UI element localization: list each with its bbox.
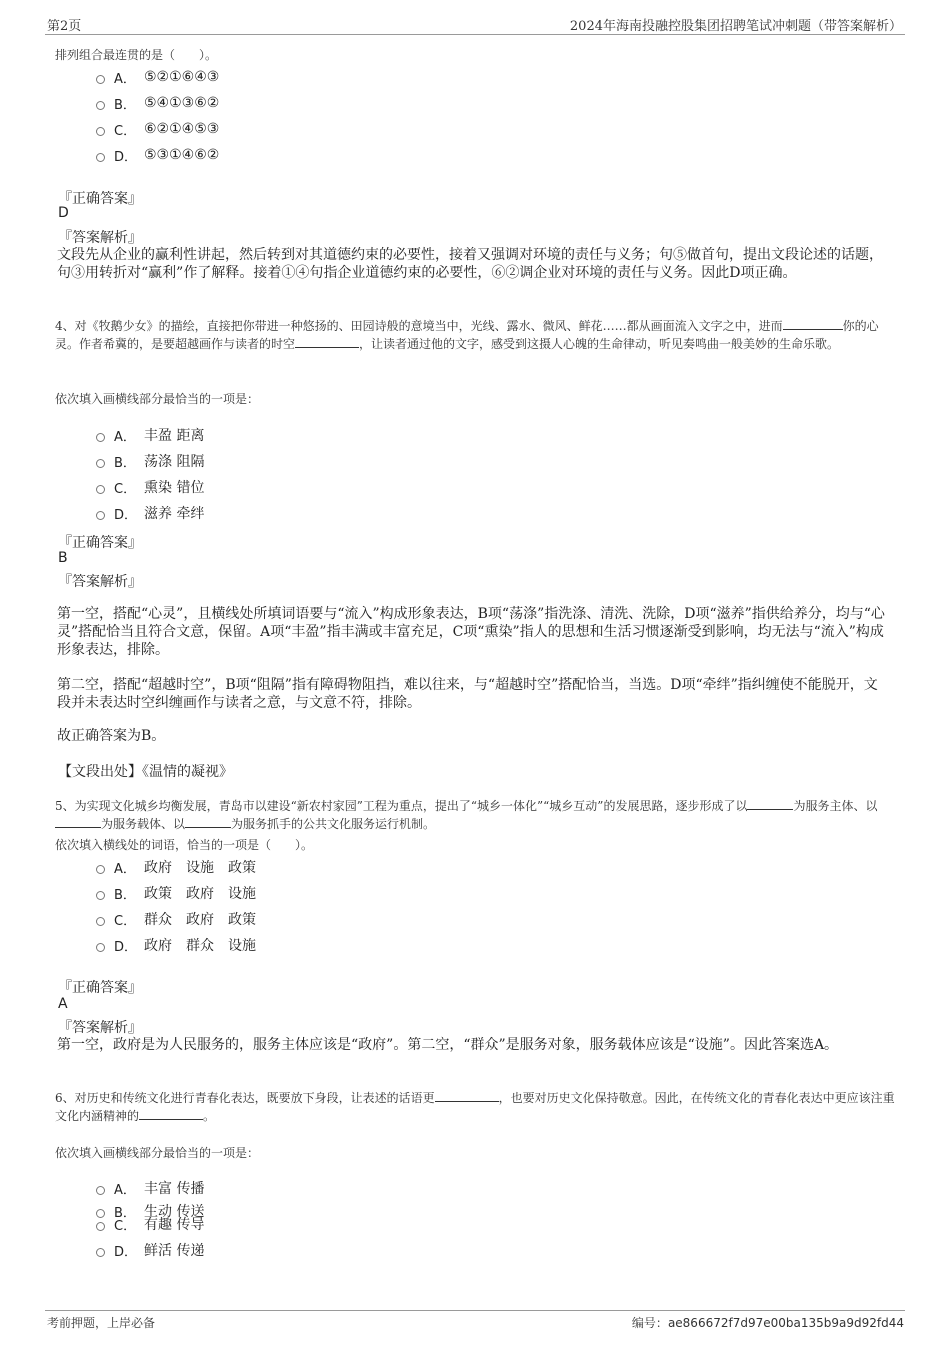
q4-answer: B [58,550,68,566]
option-letter: D． [114,1244,138,1260]
radio-icon[interactable] [96,865,105,874]
q4-analysis-paragraph-3: 故正确答案为B。 [57,728,166,744]
option-letter: A． [114,429,136,445]
q5-instruction: 依次填入横线处的词语，恰当的一项是（ ）。 [55,838,314,852]
q3-analysis-label: 『答案解析』 [58,230,142,246]
q4-stem-part-3: ，让读者通过他的文字，感受到这摄人心魄的生命律动，听见奏鸣曲一般美妙的生命乐歌。 [359,337,840,351]
q3-answer-label: 『正确答案』 [58,191,142,207]
option-text: ⑤④①③⑥② [144,95,220,111]
option-letter: A． [114,861,136,877]
option-text: ⑤③①④⑥② [144,147,220,163]
q4-analysis-label: 『答案解析』 [58,574,142,590]
q4-stem-part-1: 4、对《牧鹅少女》的描绘，直接把你带进一种悠扬的、田园诗般的意境当中，光线、露水、微风、鲜花……都从画面流入文字之中，进而 [55,319,783,333]
option-letter: A． [114,1182,136,1198]
q5-stem [55,797,895,833]
q5-answer-label: 『正确答案』 [58,980,142,996]
q4-option-c[interactable] [96,477,204,497]
option-text: 熏染 错位 [144,480,205,496]
q4-option-b[interactable] [96,451,204,471]
radio-icon[interactable] [96,153,105,162]
option-letter: C． [114,1218,137,1234]
option-letter: C． [114,123,137,139]
q5-option-c[interactable] [96,909,256,929]
radio-icon[interactable] [96,75,105,84]
radio-icon[interactable] [96,101,105,110]
document-title: 2024年海南投融控股集团招聘笔试冲刺题（带答案解析） [569,19,902,34]
fill-blank [185,816,231,828]
radio-icon[interactable] [96,891,105,900]
footer-slogan: 考前押题，上岸必备 [47,1316,156,1330]
q4-stem [55,317,895,353]
option-text: 政府 群众 设施 [144,938,256,954]
q6-option-d[interactable] [96,1240,204,1260]
q4-source: 【文段出处】《温情的凝视》 [58,764,233,780]
q5-answer: A [58,996,68,1012]
radio-icon[interactable] [96,1222,105,1231]
q4-answer-label: 『正确答案』 [58,535,142,551]
q3-option-c[interactable] [96,119,219,139]
fill-blank [55,816,101,828]
option-text: 荡涤 阻隔 [144,454,205,470]
option-letter: D． [114,939,138,955]
q4-analysis-paragraph-1: 第一空，搭配“心灵”，且横线处所填词语要与“流入”构成形象表达，B项“荡涤”指洗涤、清洗、洗除，D项“滋养”指供给养分，均与“心灵”搭配恰当且符合文意，保留。A项“丰盈”指丰满或丰富充足，C项“熏染”指人的思想和生活习惯逐渐受到影响，均无法与“流入”构成形象表达，排除。 [57,606,885,658]
option-text: ⑥②①④⑤③ [144,121,220,137]
q5-analysis-label: 『答案解析』 [58,1020,142,1036]
option-text: 有趣 传导 [144,1217,205,1233]
q3-stem: 排列组合最连贯的是（ ）。 [55,48,218,62]
q5-stem-part-3: 为服务载体、以 [101,817,186,831]
option-text: ⑤②①⑥④③ [144,69,220,85]
q6-stem-part-1: 6、对历史和传统文化进行青春化表达，既要放下身段，让表述的话语更 [55,1091,435,1105]
option-letter: B． [114,455,136,471]
footer-rule [45,1310,905,1311]
option-text: 政策 政府 设施 [144,886,256,902]
document-code [632,1314,904,1331]
q6-option-c[interactable] [96,1214,204,1234]
code-label: 编号： [631,1316,668,1330]
radio-icon[interactable] [96,485,105,494]
q5-stem-part-2: 为服务主体、以 [793,799,878,813]
page-number: 第2页 [47,19,82,34]
q4-option-d[interactable] [96,503,204,523]
q6-stem-part-2: ，也要对历史文化保持敬意。因此，在传统文化的青春化表达中更应该注重文化内涵精神的 [55,1091,895,1123]
fill-blank [435,1090,499,1102]
option-letter: C． [114,913,137,929]
q3-analysis: 文段先从企业的赢利性讲起，然后转到对其道德约束的必要性，接着又强调对环境的责任与义务；句⑤做首句，提出文段论述的话题，句③用转折对“赢利”作了解释。接着①④句指企业道德约束的必要性，⑥②调企业对环境的责任与义务。因此D项正确。 [57,247,883,281]
header-rule [45,34,905,35]
q5-option-b[interactable] [96,883,256,903]
q5-stem-part-1: 5、为实现文化城乡均衡发展，青岛市以建设“新农村家园”工程为重点，提出了“城乡一体化”“城乡互动”的发展思路，逐步形成了以 [55,799,748,813]
radio-icon[interactable] [96,127,105,136]
q4-option-a[interactable] [96,425,204,445]
q4-analysis-paragraph-2: 第二空，搭配“超越时空”，B项“阻隔”指有障碍物阻挡，难以往来，与“超越时空”搭配恰当，当选。D项“牵绊”指纠缠使不能脱开，文段并未表达时空纠缠画作与读者之意，与文意不符，排除。 [57,677,878,711]
fill-blank [295,336,359,348]
option-letter: A． [114,71,136,87]
option-text: 鲜活 传递 [144,1243,205,1259]
option-letter: B． [114,887,136,903]
q3-option-d[interactable] [96,145,219,165]
radio-icon[interactable] [96,917,105,926]
fill-blank [783,318,843,330]
q5-analysis: 第一空，政府是为人民服务的，服务主体应该是“政府”。第二空，“群众”是服务对象，服务载体应该是“设施”。因此答案选A。 [57,1037,839,1053]
q4-instruction: 依次填入画横线部分最恰当的一项是： [55,392,260,406]
radio-icon[interactable] [96,459,105,468]
option-text: 丰富 传播 [144,1181,205,1197]
q5-option-a[interactable] [96,857,256,877]
radio-icon[interactable] [96,1186,105,1195]
q3-option-b[interactable] [96,93,219,113]
option-letter: B． [114,97,136,113]
option-letter: D． [114,149,138,165]
q3-option-a[interactable] [96,67,219,87]
q6-stem-part-3: 。 [203,1109,216,1123]
fill-blank [747,798,793,810]
option-text: 生动 传送 [144,1204,205,1220]
radio-icon[interactable] [96,511,105,520]
option-text: 滋养 牵绊 [144,506,205,522]
q6-stem [55,1089,895,1125]
option-letter: C． [114,481,137,497]
q4-stem-part-2: 你的心灵。作者希冀的，是要超越画作与读者的时空 [55,319,879,351]
option-text: 政府 设施 政策 [144,860,256,876]
q6-instruction: 依次填入画横线部分最恰当的一项是： [55,1146,260,1160]
q3-answer: D [58,205,69,221]
radio-icon[interactable] [96,1248,105,1257]
option-text: 群众 政府 政策 [144,912,256,928]
option-letter: D． [114,507,138,523]
fill-blank [139,1108,203,1120]
option-text: 丰盈 距离 [144,428,205,444]
q5-option-d[interactable] [96,935,256,955]
code-value: ae866672f7d97e00ba135b9a9d92fd44 [667,1316,904,1330]
radio-icon[interactable] [96,943,105,952]
option-letter: B． [114,1205,136,1221]
q6-option-a[interactable] [96,1178,204,1198]
radio-icon[interactable] [96,433,105,442]
q5-stem-part-4: 为服务抓手的公共文化服务运行机制。 [231,817,436,831]
